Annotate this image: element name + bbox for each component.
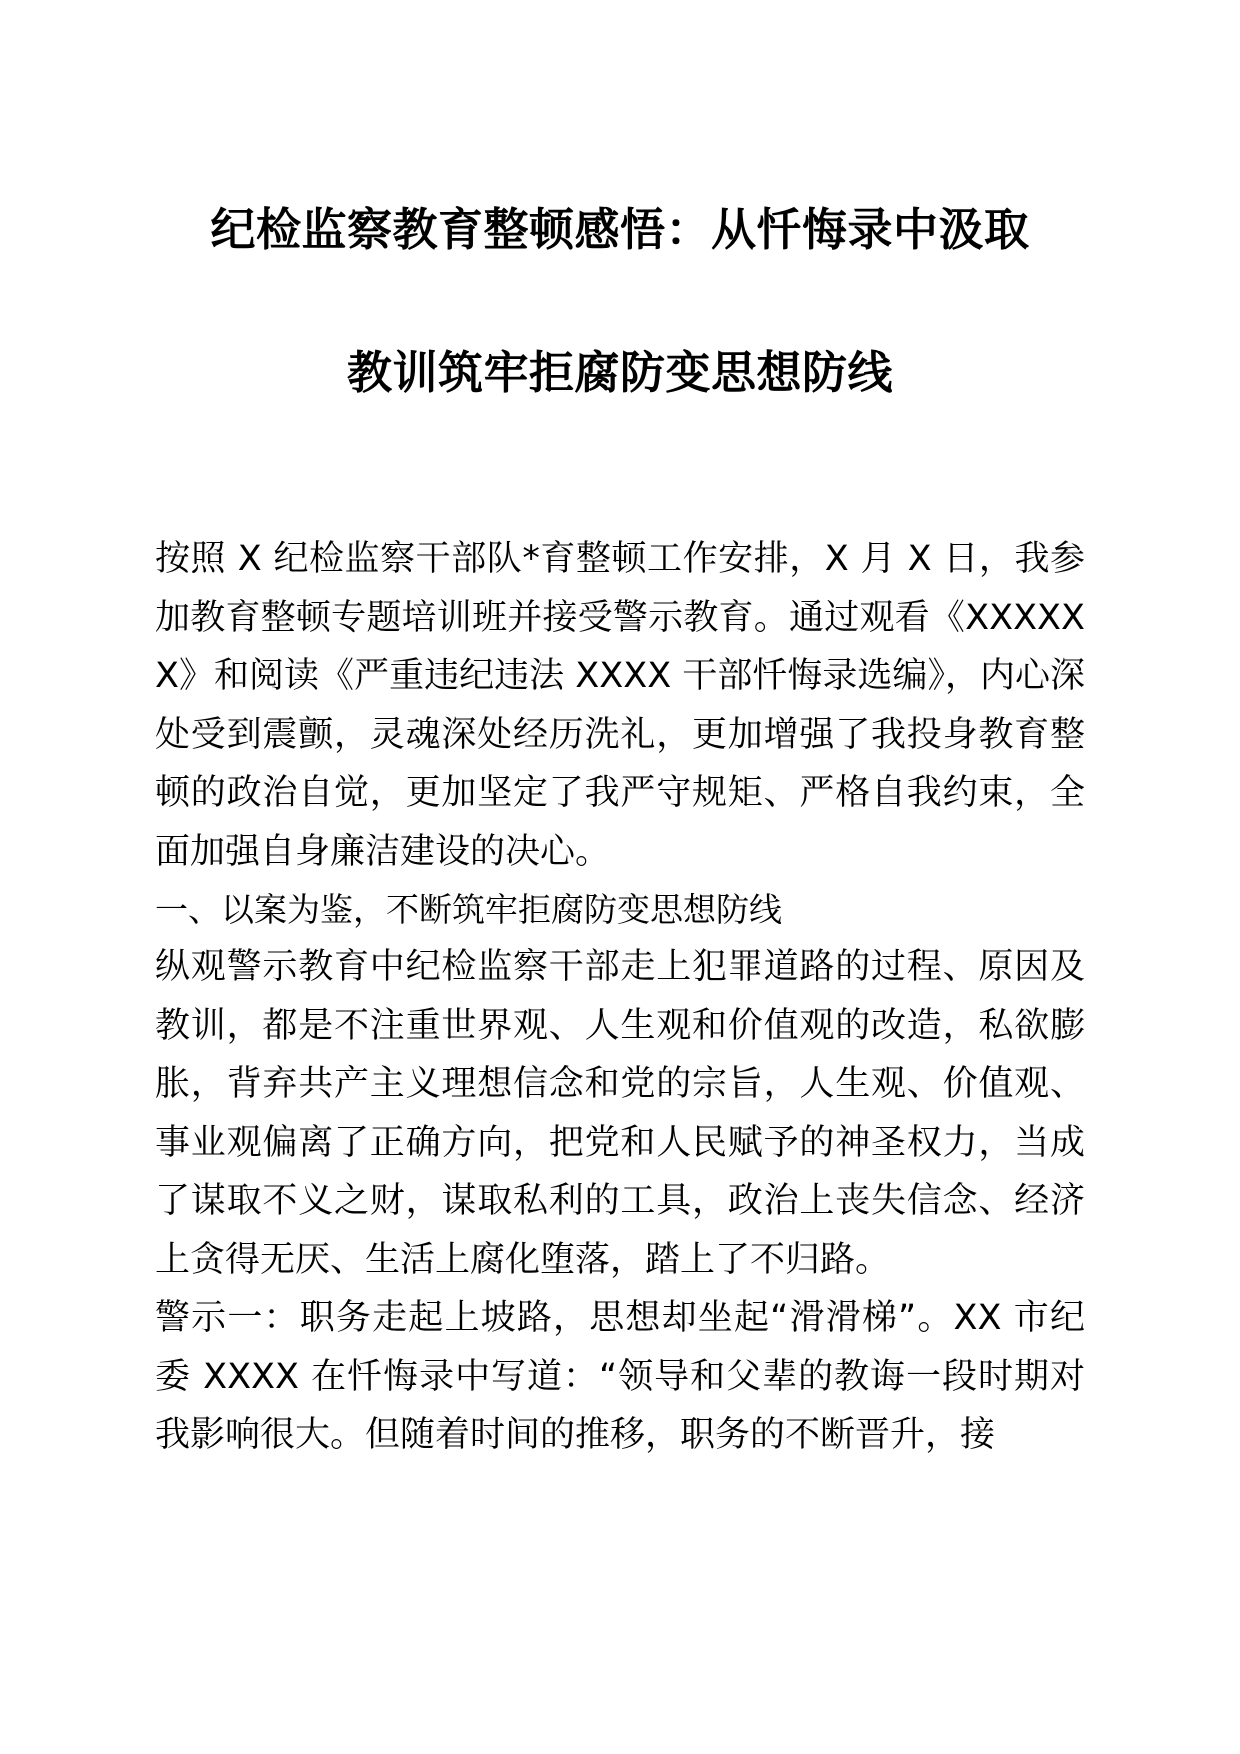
section-heading-one: 一、以案为鉴，不断筑牢拒腐防变思想防线 <box>155 890 782 929</box>
paragraph-analysis: 纵观警示教育中纪检监察干部走上犯罪道路的过程、原因及教训，都是不注重世界观、人生观和价值观的改造，私欲膨胀，背弃共产主义理想信念和党的宗旨，人生观、价值观、事业观偏离了正确方向，把党和人民赋予的神圣权力，当成了谋取不义之财，谋取私利的工具，政治上丧失信念、经济上贪得无厌、生活上腐化堕落，踏上了不归路。 <box>155 947 1085 1280</box>
paragraph-warning-one: 警示一：职务走起上坡路，思想却坐起“滑滑梯”。XX 市纪委 XXXX 在忏悔录中写道：“领导和父辈的教诲一段时期对我影响很大。但随着时间的推移，职务的不断晋升，接 <box>155 1298 1085 1455</box>
paragraph-intro: 按照 X 纪检监察干部队*育整顿工作安排，X 月 X 日，我参加教育整顿专题培训班并接受警示教育。通过观看《XXXXXX》和阅读《严重违纪违法 XXXX 干部忏悔录选编》，内心深处受到震颤，灵魂深处经历洗礼，更加增强了我投身教育整顿的政治自觉，更加坚定了我严守规矩、严格自我约束，全面加强自身廉洁建设的决心。 <box>155 539 1085 872</box>
title-line-1: 纪检监察教育整顿感悟：从忏悔录中汲取 <box>210 203 1030 256</box>
page-title <box>155 0 1085 444</box>
title-line-2: 教训筑牢拒腐防变思想防线 <box>346 346 893 399</box>
document-body <box>155 530 1085 1465</box>
